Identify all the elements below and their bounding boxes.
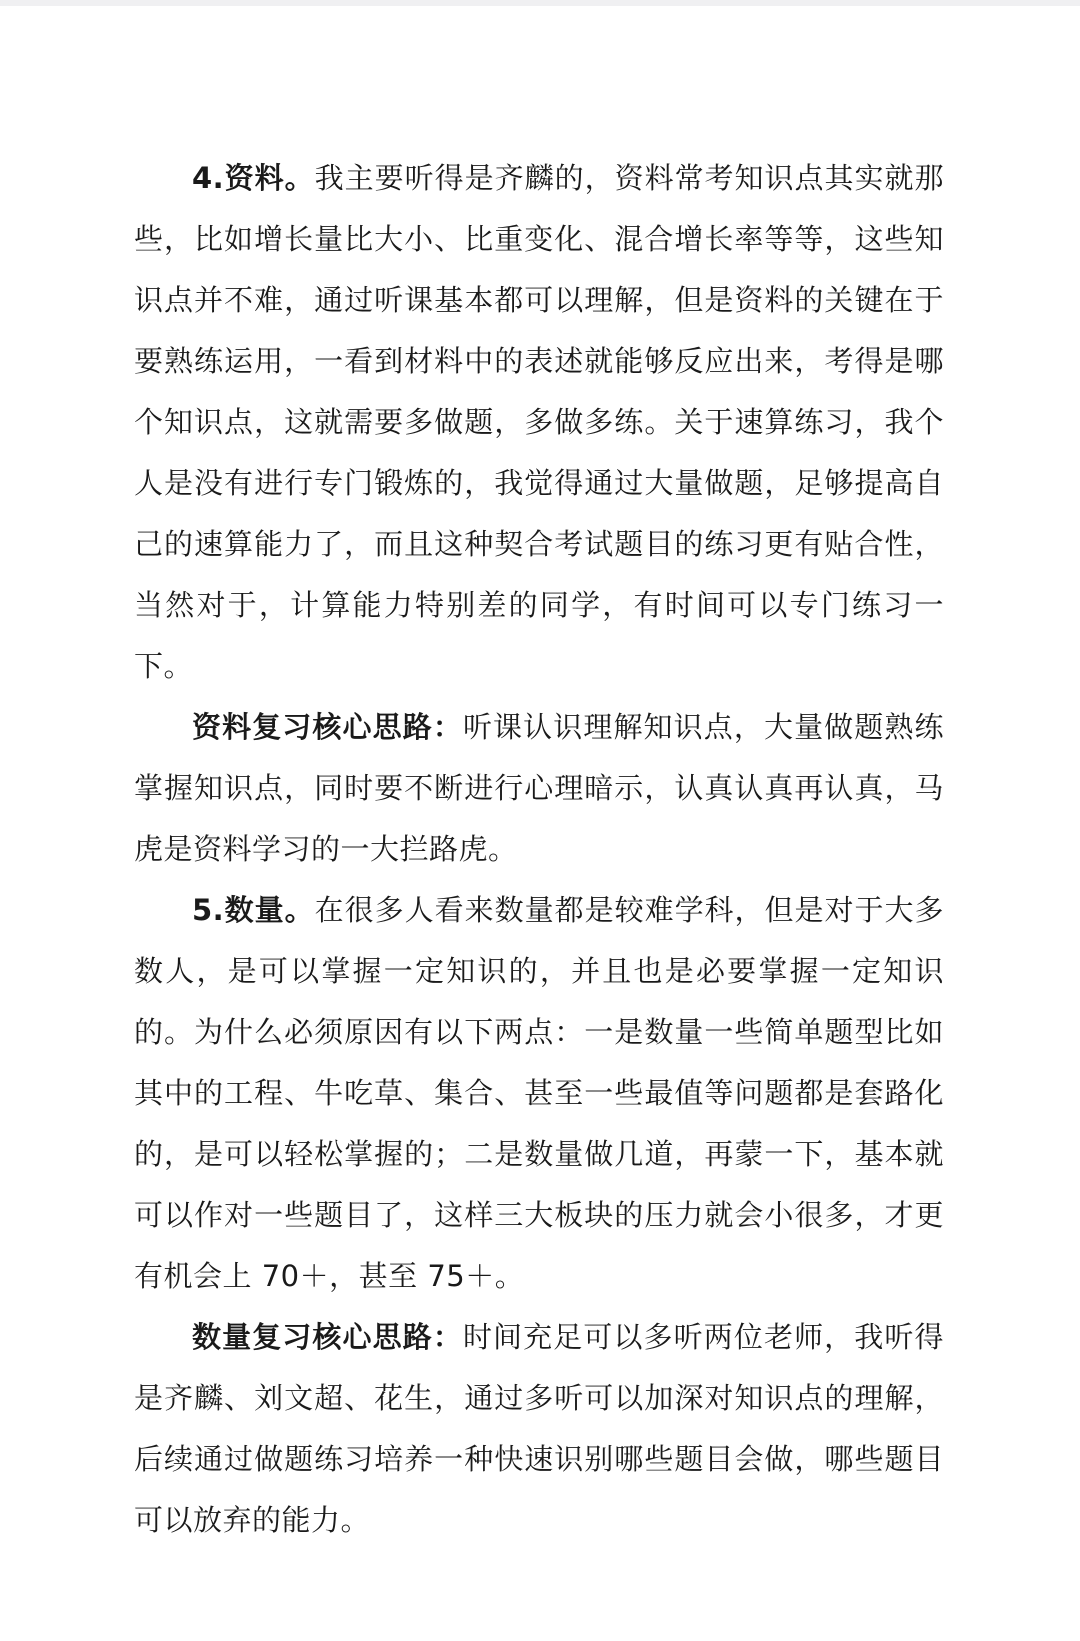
paragraph-text: 在很多人看来数量都是较难学科，但是对于大多数人，是可以掌握一定知识的，并且也是必要掌握一定知识的。为什么必须原因有以下两点：一是数量一些简单题型比如其中的工程、牛吃草、集合、甚至一些最值等问题都是套路化的，是可以轻松掌握的；二是数量做几道，再蒙一下，基本就可以作对一些题目了，这样三大板块的压力就会小很多，才更有机会上 70＋，甚至 75＋。 bbox=[134, 893, 944, 1293]
paragraph-text: 听课认识理解知识点，大量做题熟练掌握知识点，同时要不断进行心理暗示，认真认真再认真，马虎是资料学习的一大拦路虎。 bbox=[134, 710, 944, 866]
paragraph-heading: 4.资料。 bbox=[192, 161, 315, 195]
paragraph-heading: 5.数量。 bbox=[192, 893, 315, 927]
paragraph-heading: 数量复习核心思路： bbox=[192, 1320, 463, 1354]
top-bar bbox=[0, 0, 1080, 6]
paragraph-data-analysis bbox=[134, 148, 944, 697]
paragraph-quantity-core bbox=[134, 1307, 944, 1551]
document-body bbox=[134, 148, 944, 1551]
paragraph-data-analysis-core bbox=[134, 697, 944, 880]
paragraph-heading: 资料复习核心思路： bbox=[192, 710, 463, 744]
paragraph-quantity bbox=[134, 880, 944, 1307]
paragraph-text: 我主要听得是齐麟的，资料常考知识点其实就那些，比如增长量比大小、比重变化、混合增长率等等，这些知识点并不难，通过听课基本都可以理解，但是资料的关键在于要熟练运用，一看到材料中的表述就能够反应出来，考得是哪个知识点，这就需要多做题，多做多练。关于速算练习，我个人是没有进行专门锻炼的，我觉得通过大量做题，足够提高自己的速算能力了，而且这种契合考试题目的练习更有贴合性，当然对于，计算能力特别差的同学，有时间可以专门练习一下。 bbox=[134, 161, 944, 683]
paragraph-text: 时间充足可以多听两位老师，我听得是齐麟、刘文超、花生，通过多听可以加深对知识点的理解，后续通过做题练习培养一种快速识别哪些题目会做，哪些题目可以放弃的能力。 bbox=[134, 1320, 944, 1537]
